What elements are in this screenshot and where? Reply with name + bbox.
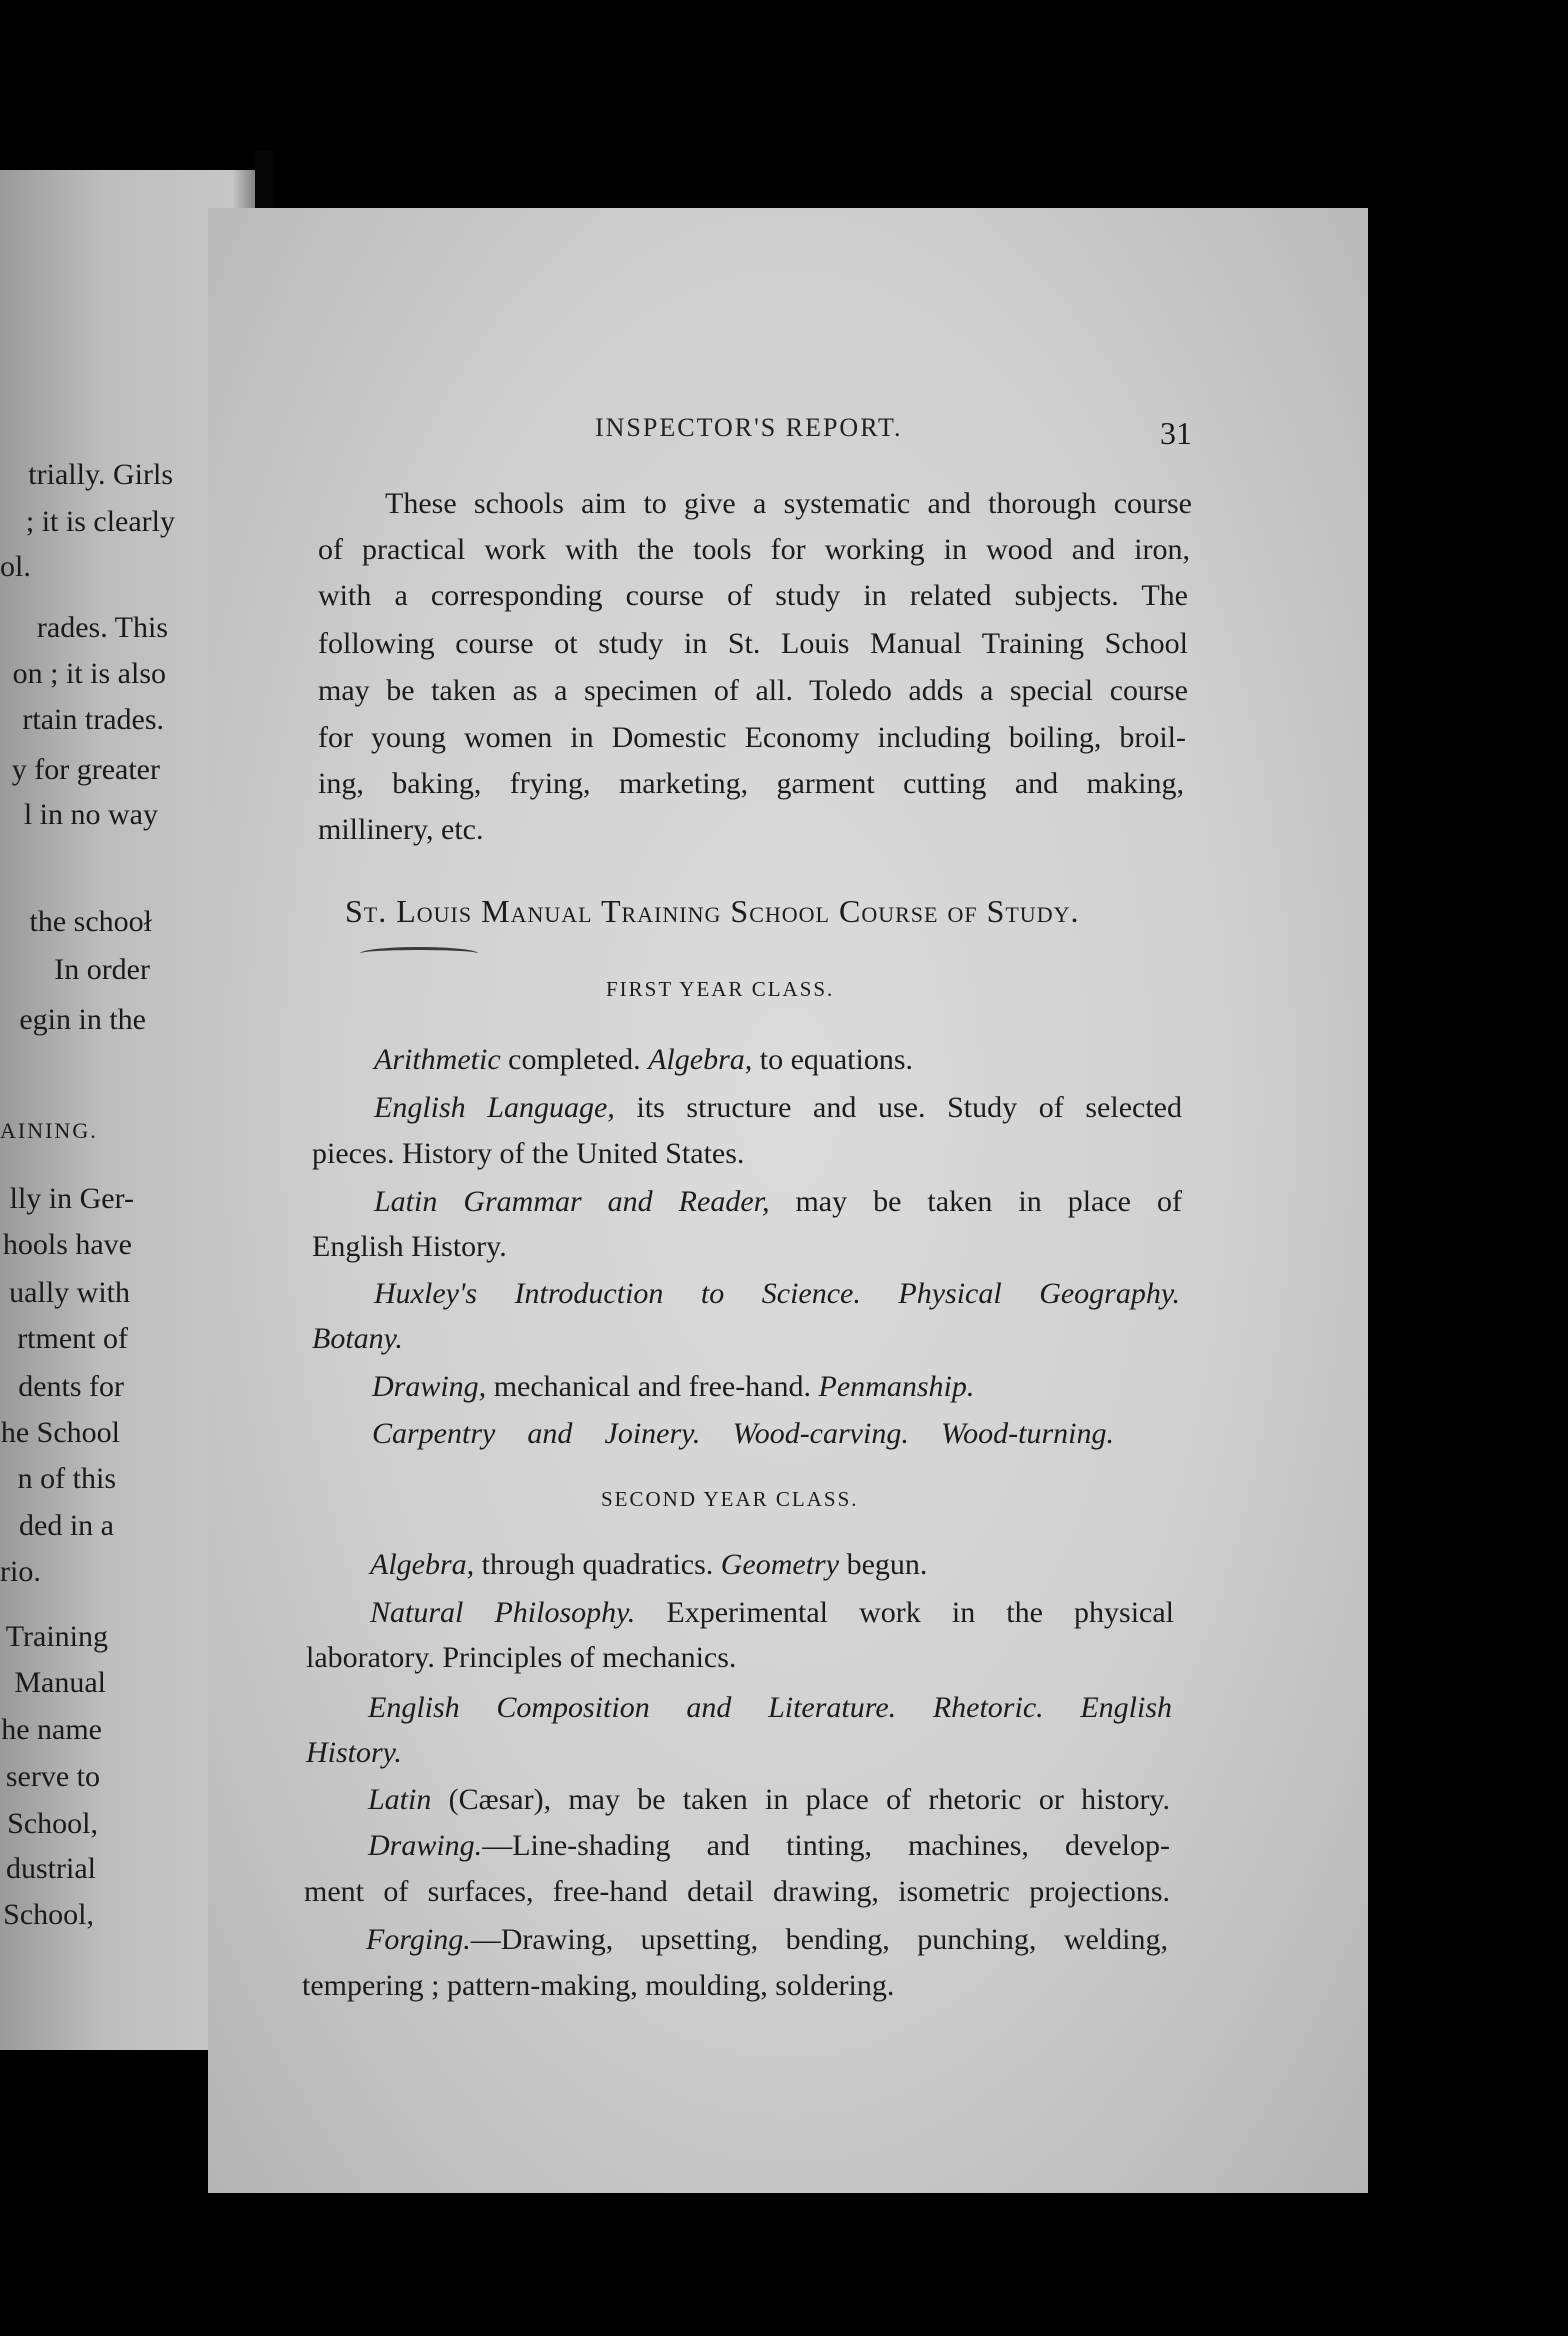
left-page-line: In order <box>54 953 150 986</box>
second-year-heading: SECOND YEAR CLASS. <box>601 1487 859 1511</box>
paragraph-line: for young women in Domestic Economy including boiling, broil- <box>318 721 1186 754</box>
left-page-line: dents for <box>18 1370 124 1403</box>
left-page-line: AINING. <box>0 1118 98 1143</box>
left-page-line: School, <box>7 1807 98 1840</box>
left-page-line: dustrial <box>6 1852 96 1885</box>
left-page-line: he School <box>0 1416 120 1449</box>
course-line: Forging.—Drawing, upsetting, bending, punching, welding, <box>366 1923 1168 1956</box>
paragraph-line: ing, baking, frying, marketing, garment cutting and making, <box>318 767 1184 800</box>
left-page-line: ol. <box>0 550 31 583</box>
paragraph-line: with a corresponding course of study in related subjects. The <box>318 579 1188 612</box>
left-page-line: l in no way <box>23 798 158 831</box>
course-line: History. <box>306 1736 402 1769</box>
left-page-line: ually with <box>9 1276 130 1309</box>
course-line: Drawing, mechanical and free-hand. Penmanship. <box>372 1370 975 1403</box>
left-page-line: Manual <box>14 1666 106 1699</box>
course-line: Algebra, through quadratics. Geometry begun. <box>370 1548 928 1581</box>
left-page-line: ; it is clearly <box>25 505 175 538</box>
course-line: Drawing.—Line-shading and tinting, machines, develop- <box>368 1829 1170 1862</box>
section-title: St. Louis Manual Training School Course of Study. <box>345 893 1080 929</box>
paragraph-line: These schools aim to give a systematic and thorough course <box>385 487 1192 520</box>
course-line: ment of surfaces, free-hand detail drawing, isometric projections. <box>304 1875 1170 1908</box>
left-page-line: egin in the <box>19 1003 146 1036</box>
left-page-line: serve to <box>5 1760 100 1793</box>
left-page-line: n of this <box>17 1462 116 1495</box>
left-page-line: hools have <box>2 1228 132 1261</box>
course-line: Natural Philosophy. Experimental work in the physical <box>370 1596 1175 1629</box>
left-page-line: ded in a <box>19 1509 114 1542</box>
pencil-mark <box>360 947 478 960</box>
course-line: English History. <box>312 1230 507 1263</box>
course-line: English Composition and Literature. Rhetoric. English <box>368 1691 1172 1724</box>
paragraph-line: millinery, etc. <box>318 813 484 846</box>
course-line: pieces. History of the United States. <box>312 1137 745 1170</box>
course-line: English Language, its structure and use. Study of selected <box>374 1091 1182 1124</box>
left-page-line: he name <box>1 1713 102 1746</box>
running-header: INSPECTOR'S REPORT. <box>595 413 903 442</box>
left-page-line: Training <box>5 1620 108 1653</box>
course-line: Latin Grammar and Reader, may be taken in place of <box>374 1185 1182 1218</box>
left-page-line: on ; it is also <box>12 657 166 690</box>
paragraph-line: following course ot study in St. Louis Manual Training School <box>318 627 1188 660</box>
page-number: 31 <box>1160 415 1192 451</box>
left-page-line: School, <box>3 1898 94 1931</box>
course-line: Botany. <box>312 1322 403 1355</box>
course-line: Carpentry and Joinery. Wood-carving. Wood-turning. <box>372 1417 1115 1450</box>
paragraph-line: may be taken as a specimen of all. Toledo adds a special course <box>318 674 1188 707</box>
left-page-line: trially. Girls <box>28 458 173 491</box>
course-line: laboratory. Principles of mechanics. <box>306 1641 737 1674</box>
left-page-line: rtain trades. <box>22 703 164 736</box>
paragraph-line: of practical work with the tools for working in wood and iron, <box>318 533 1190 566</box>
course-line: tempering ; pattern-making, moulding, soldering. <box>302 1969 895 2002</box>
course-line: Huxley's Introduction to Science. Physical Geography. <box>374 1277 1181 1310</box>
left-page-line: y for greater <box>11 753 160 786</box>
left-page-line: rio. <box>0 1555 41 1588</box>
left-page-line: rades. This <box>36 611 168 644</box>
course-line: Arithmetic completed. Algebra, to equations. <box>374 1043 914 1076</box>
left-page-line: the schooł <box>29 905 152 938</box>
left-page-line: rtment of <box>17 1322 128 1355</box>
course-line: Latin (Cæsar), may be taken in place of rhetoric or history. <box>368 1783 1170 1816</box>
left-page-line: lly in Ger- <box>9 1182 134 1215</box>
first-year-heading: FIRST YEAR CLASS. <box>606 977 835 1001</box>
